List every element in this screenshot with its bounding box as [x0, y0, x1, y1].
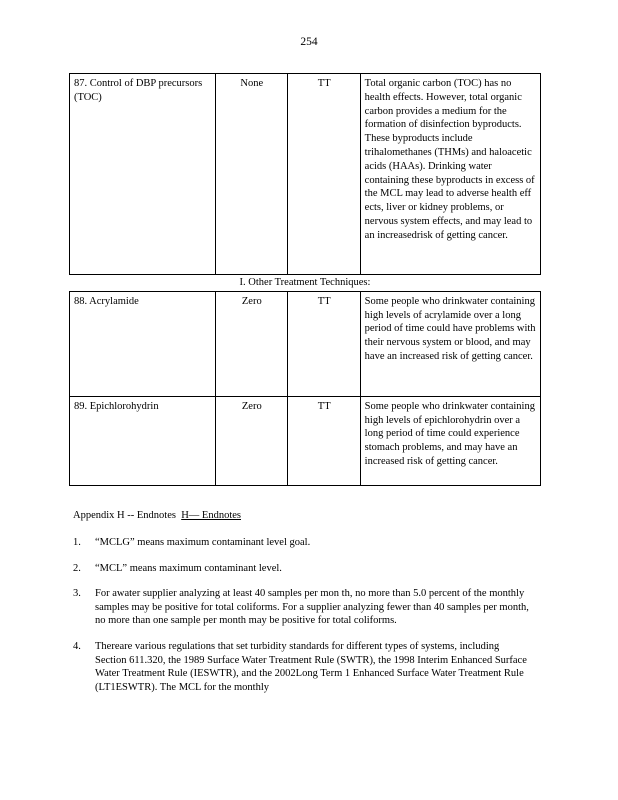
health-effects: Total organic carbon (TOC) has no health effects. However, total organic carbon provides a medium for the formation of disinfection byproducts. These byproducts include trihalomethanes (THMs) and haloacetic acids (HAAs). Drinking water containing these byproducts in excess of the MCL may lead to adverse health eff ects, liver or kidney problems, or nervous system effects, and may lead to an increasedrisk of getting cancer.: [360, 74, 540, 275]
list-item: [73, 640, 533, 694]
endnote-number: 4.: [73, 640, 81, 652]
list-item: [73, 562, 533, 576]
appendix-underlined: H— Endnotes: [181, 510, 241, 521]
endnote-number: 2.: [73, 562, 81, 574]
mcl-value: TT: [287, 396, 360, 485]
contaminant-name: 87. Control of DBP precursors (TOC): [70, 74, 216, 275]
table-row: [70, 396, 541, 485]
health-effects: Some people who drinkwater containing high levels of epichlorohydrin over a long period of time could experience stomach problems, and may have an increased risk of getting cancer.: [360, 396, 540, 485]
mclg-value: Zero: [215, 291, 287, 396]
contaminant-name: 89. Epichlorohydrin: [70, 396, 216, 485]
mclg-value: None: [215, 74, 287, 275]
mclg-value: Zero: [215, 396, 287, 485]
endnote-text: “MCL” means maximum contaminant level.: [95, 562, 282, 574]
appendix-heading: [73, 509, 241, 523]
table-row: [70, 74, 541, 275]
appendix-prefix: Appendix H -- Endnotes: [73, 510, 176, 521]
contaminant-name: 88. Acrylamide: [70, 291, 216, 396]
endnote-text: For awater supplier analyzing at least 40 samples per mon th, no more than 5.0 percent of the monthly samples may be positive for total coliforms. For a supplier analyzing fewer than 40 samples per month, no more than one sample per month may be positive for total coliforms.: [95, 588, 529, 627]
mcl-value: TT: [287, 74, 360, 275]
section-heading: I. Other Treatment Techniques:: [70, 275, 541, 292]
endnote-text: Thereare various regulations that set turbidity standards for different types of systems, including Section 611.320, the 1989 Surface Water Treatment Rule (SWTR), the 1998 Interim Enhanced Surface Water Treatment Rule (IESWTR), and the 2002Long Term 1 Enhanced Surface Water Treatment Rule (LT1ESWTR). The MCL for the monthly: [95, 640, 527, 693]
mcl-value: TT: [287, 291, 360, 396]
endnote-number: 1.: [73, 537, 81, 548]
list-item: [73, 587, 533, 628]
table-row: [70, 291, 541, 396]
contaminant-table: [69, 73, 541, 486]
health-effects: Some people who drinkwater containing high levels of acrylamide over a long period of time could have problems with their nervous system or blood, and may have an increased risk of getting cancer.: [360, 291, 540, 396]
endnote-number: 3.: [73, 588, 81, 600]
section-heading-row: [70, 275, 541, 292]
page-number: 254: [300, 36, 318, 48]
list-item: [73, 536, 533, 550]
endnotes-list: [73, 536, 533, 706]
endnote-text: “MCLG” means maximum contaminant level goal.: [95, 537, 311, 548]
